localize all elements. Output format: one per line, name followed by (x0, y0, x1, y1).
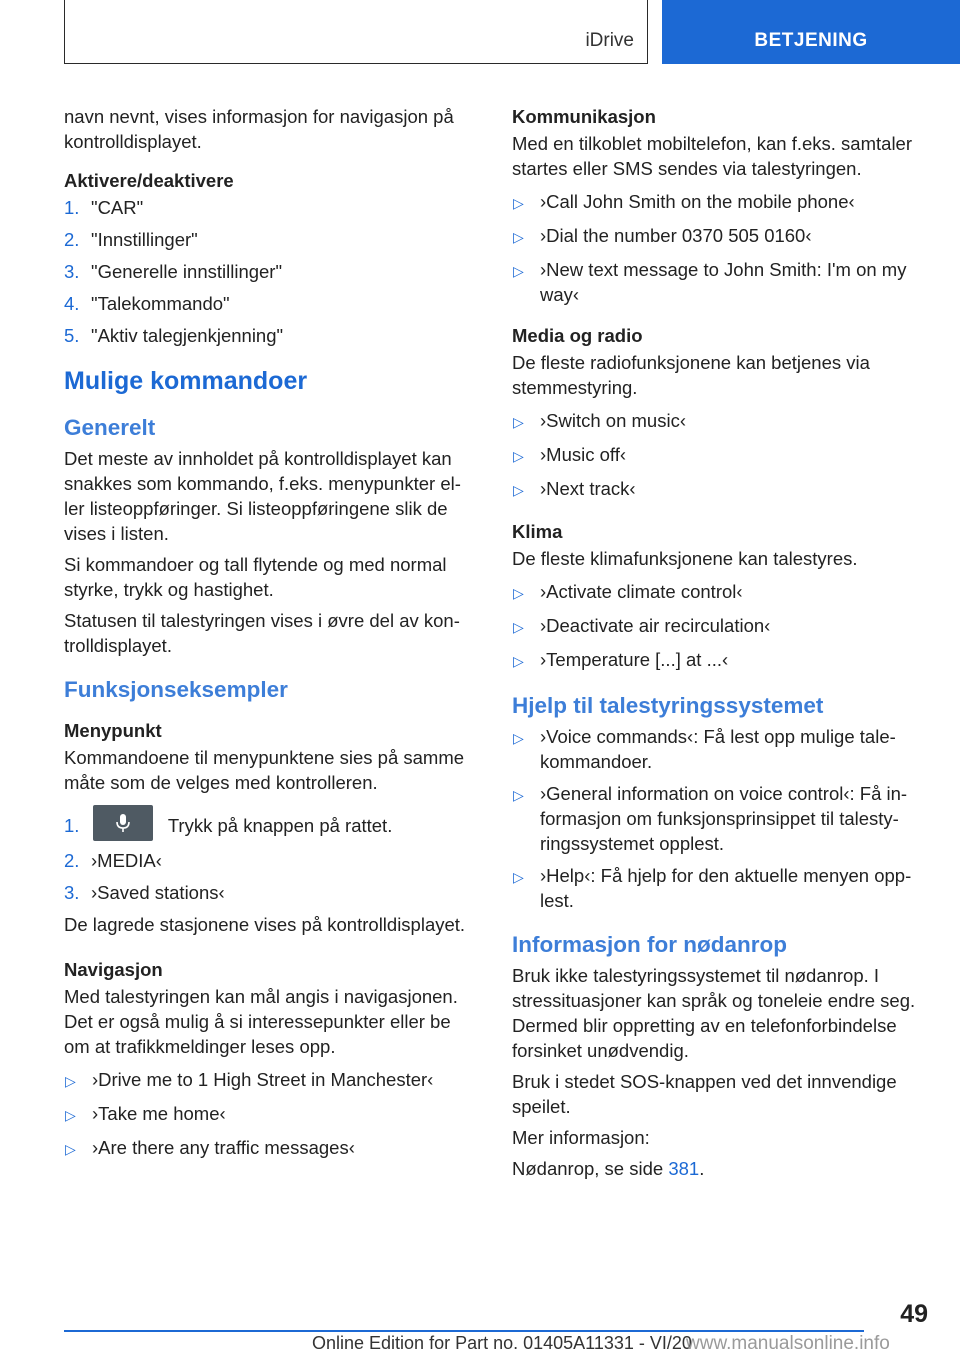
subsection-title-general: Generelt (64, 415, 156, 440)
comm-paragraph: Med en tilkoblet mobiltelefon, kan f.eks. samtaler startes eller SMS sendes via talestyringen. (512, 133, 912, 179)
triangle-bullet-icon: ▷ (65, 1073, 76, 1090)
subsection-title-help: Hjelp til talestyringssystemet (512, 693, 824, 718)
list-item: 3. ›Saved stations‹ (64, 882, 225, 904)
footer-edition: Online Edition for Part no. 01405A11331 - VI/20 (312, 1333, 692, 1353)
climate-heading: Klima (512, 521, 563, 542)
triangle-bullet-icon: ▷ (513, 869, 524, 885)
microphone-icon (115, 813, 131, 833)
list-item: ▷ ›Temperature [...] at ...‹ (512, 647, 928, 674)
list-item: ▷ ›Call John Smith on the mobile phone‹ (512, 189, 928, 216)
list-item: 1. Trykk på knappen på rattet. (64, 813, 480, 841)
header-title: iDrive (585, 30, 634, 51)
general-paragraph-3: Statusen til talestyringen vises i øvre del av kon‐trolldisplayet. (64, 610, 460, 656)
media-heading: Media og radio (512, 325, 643, 346)
general-paragraph-1: Det meste av innholdet på kontrolldisplayet kan snakkes som kommando, f.eks. menypunkter el‐ler listeoppføringer. Si listeoppføringene slik de vises i listen. (64, 448, 461, 544)
emergency-paragraph-1: Bruk ikke talestyringssystemet til nødanrop. I stressituasjoner kan språk og toneleie endre seg. Dermed blir oppretting av en telefonforbindelse forsinket unødvendig. (512, 965, 916, 1061)
list-item: ▷ ›Help‹: Få hjelp for den aktuelle menyen opp‐lest. (513, 865, 912, 911)
list-item: 4. "Talekommando" (64, 293, 230, 314)
emergency-paragraph-2: Bruk i stedet SOS-knappen ved det innvendige speilet. (512, 1071, 897, 1117)
list-item: ▷ ›Are there any traffic messages‹ (64, 1135, 480, 1162)
activate-heading: Aktivere/deaktivere (64, 170, 234, 191)
list-item: 2. "Innstillinger" (64, 229, 198, 250)
list-item: 3. "Generelle innstillinger" (64, 261, 283, 282)
subsection-title-emergency: Informasjon for nødanrop (512, 932, 787, 957)
nav-heading: Navigasjon (64, 959, 163, 981)
menu-paragraph: Kommandoene til menypunktene sies på samme måte som de velges med kontrolleren. (64, 747, 465, 793)
list-item: 5. "Aktiv talegjenkjenning" (64, 325, 284, 346)
help-command-list (512, 724, 928, 913)
nav-command-list (64, 1067, 480, 1162)
header-frame (64, 0, 648, 64)
list-item: 2. ›MEDIA‹ (64, 850, 162, 872)
list-item: ▷ ›Dial the number 0370 505 0160‹ (512, 223, 928, 250)
triangle-bullet-icon: ▷ (513, 482, 524, 498)
page-number: 49 (900, 1300, 928, 1328)
triangle-bullet-icon: ▷ (65, 1107, 76, 1124)
footer-watermark: www.manualsonline.info (686, 1333, 890, 1354)
media-command-list (512, 408, 928, 503)
triangle-bullet-icon: ▷ (513, 263, 524, 279)
list-item: ▷ ›Drive me to 1 High Street in Manchester‹ (64, 1067, 480, 1094)
menu-heading: Menypunkt (64, 720, 162, 741)
triangle-bullet-icon: ▷ (513, 448, 524, 464)
triangle-bullet-icon: ▷ (513, 653, 524, 669)
media-paragraph: De fleste radiofunksjonene kan betjenes via stemmestyring. (512, 352, 870, 398)
section-title-commands: Mulige kommandoer (64, 367, 308, 395)
page-reference-link[interactable]: 381 (668, 1158, 700, 1179)
activate-steps-list (64, 195, 480, 348)
list-item: ▷ ›Next track‹ (512, 476, 928, 503)
triangle-bullet-icon: ▷ (513, 195, 524, 211)
triangle-bullet-icon: ▷ (513, 619, 524, 635)
list-item: ▷ ›General information on voice control‹: Få in‐formasjon om funksjonsprinsippet til talesty‐ringssystemet opplest. (513, 783, 908, 854)
list-item: 1. "CAR" (64, 197, 144, 218)
menu-steps-list (64, 813, 480, 905)
left-column (64, 104, 480, 1169)
climate-paragraph: De fleste klimafunksjonene kan talestyres. (512, 548, 858, 569)
intro-paragraph: navn nevnt, vises informasjon for navigasjon på kontrolldisplayet. (64, 106, 454, 152)
footer-divider (64, 1330, 864, 1332)
list-item: ▷ ›Activate climate control‹ (512, 579, 928, 606)
triangle-bullet-icon: ▷ (513, 730, 524, 746)
comm-command-list (512, 189, 928, 307)
general-paragraph-2: Si kommandoer og tall flytende og med normal styrke, trykk og hastighet. (64, 554, 447, 600)
triangle-bullet-icon: ▷ (513, 585, 524, 601)
list-item: ▷ ›Deactivate air recirculation‹ (512, 613, 928, 640)
steering-voice-button (93, 805, 153, 841)
triangle-bullet-icon: ▷ (513, 229, 524, 245)
triangle-bullet-icon: ▷ (513, 787, 524, 803)
triangle-bullet-icon: ▷ (65, 1141, 76, 1158)
comm-heading: Kommunikasjon (512, 106, 656, 127)
list-item: ▷ ›Switch on music‹ (512, 408, 928, 435)
emergency-reference: Nødanrop, se side 381. (512, 1158, 705, 1179)
climate-command-list (512, 579, 928, 674)
right-column (512, 104, 928, 1187)
subsection-title-examples: Funksjonseksempler (64, 677, 288, 702)
list-item: ▷ ›New text message to John Smith: I'm on my way‹ (513, 259, 907, 305)
triangle-bullet-icon: ▷ (513, 414, 524, 430)
emergency-paragraph-3: Mer informasjon: (512, 1127, 650, 1148)
nav-paragraph: Med talestyringen kan mål angis i navigasjonen. Det er også mulig å si interessepunkter eller be om at trafikkmeldinger leses opp. (64, 986, 458, 1058)
list-item: ▷ ›Voice commands‹: Få lest opp mulige tale‐kommandoer. (513, 726, 896, 772)
menu-after-paragraph: De lagrede stasjonene vises på kontrolldisplayet. (64, 914, 466, 936)
header-section-tab: BETJENING (662, 0, 960, 64)
list-item: ▷ ›Take me home‹ (64, 1101, 480, 1128)
list-item: ▷ ›Music off‹ (512, 442, 928, 469)
